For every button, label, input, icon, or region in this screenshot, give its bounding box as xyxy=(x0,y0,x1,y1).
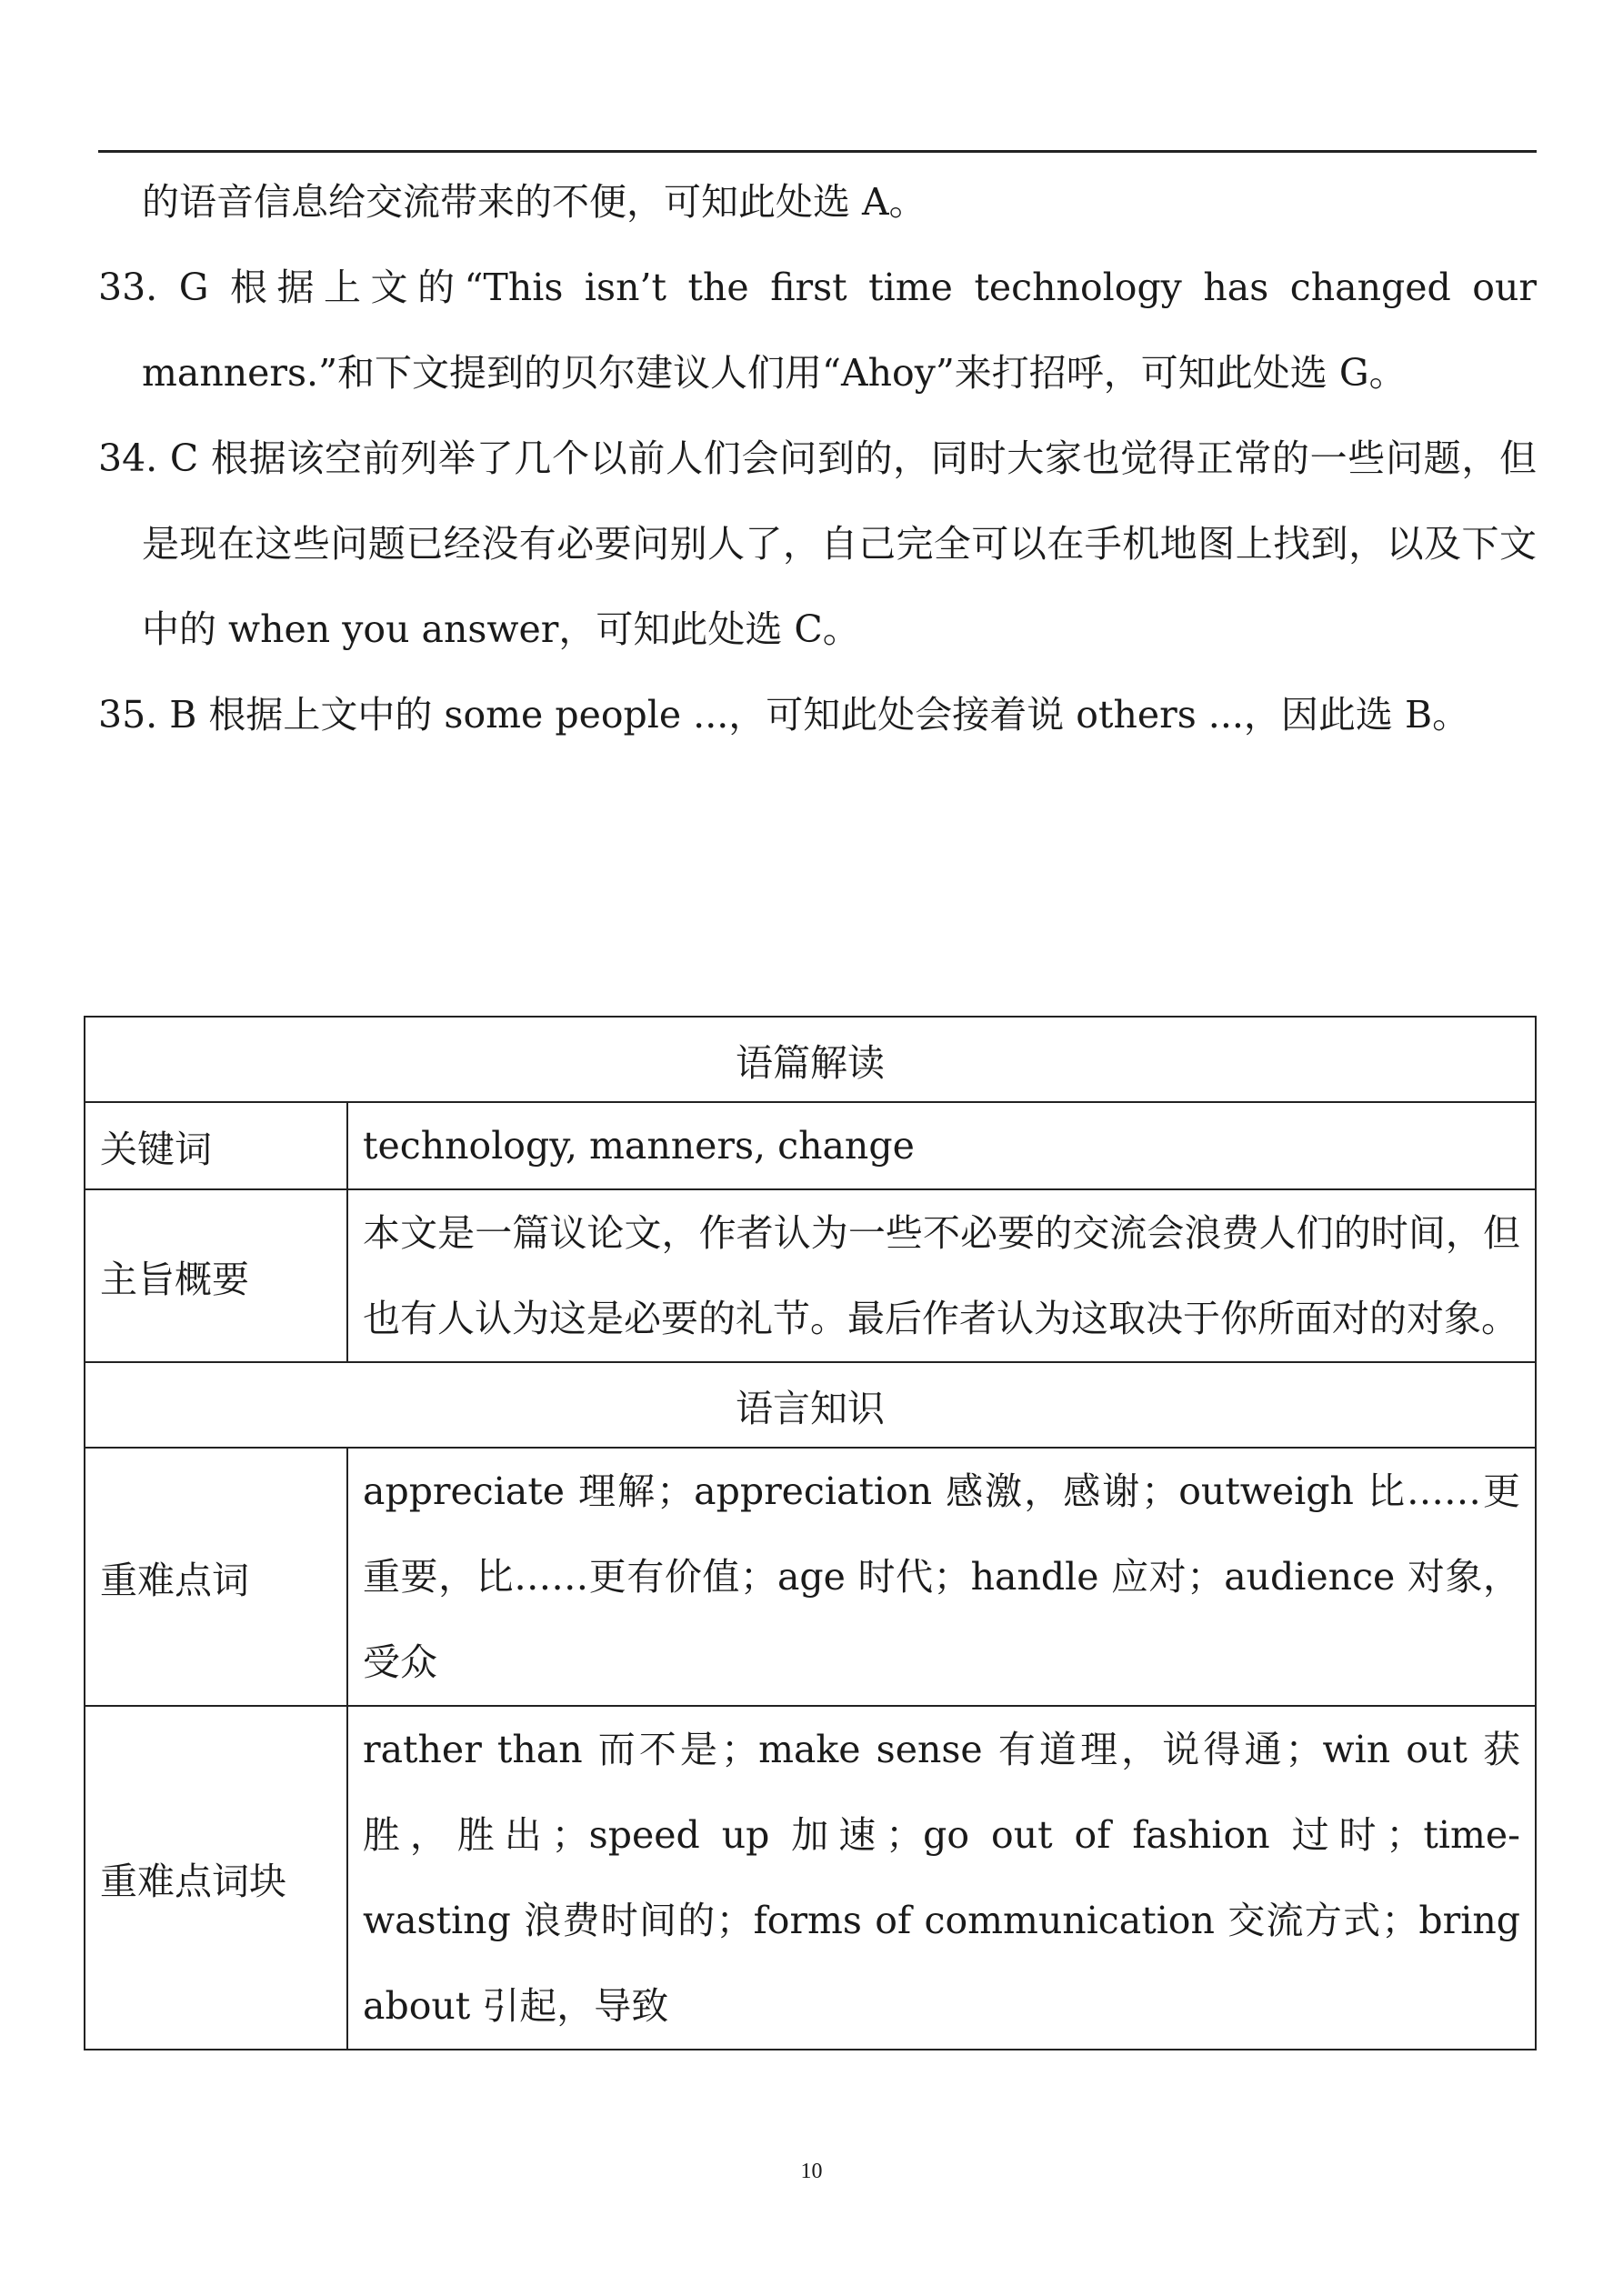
table-row xyxy=(85,1362,1536,1448)
summary-label: 主旨概要 xyxy=(85,1189,347,1362)
key-words-label: 重难点词 xyxy=(85,1448,347,1706)
table-row xyxy=(85,1448,1536,1706)
keywords-value: technology, manners, change xyxy=(347,1102,1536,1189)
answer-explanations xyxy=(98,159,1537,757)
header-rule xyxy=(98,150,1537,153)
key-phrases-value: rather than 而不是；make sense 有道理，说得通；win out 获胜，胜出；speed up 加速；go out of fashion 过时；time-wasting 浪费时间的；forms of communication 交流方式；bring about 引起，导致 xyxy=(347,1706,1536,2050)
answer-continuation: 的语音信息给交流带来的不便，可知此处选 A。 xyxy=(142,180,927,224)
keywords-label: 关键词 xyxy=(85,1102,347,1189)
section-title-language: 语言知识 xyxy=(85,1362,1536,1448)
answer-33: 33. G 根据上文的“This isn’t the first time technology has changed our manners.”和下文提到的贝尔建议人们用“Ahoy”来打招呼，可知此处选 G。 xyxy=(98,266,1537,395)
table-row xyxy=(85,1017,1536,1102)
answer-35: 35. B 根据上文中的 some people ...，可知此处会接着说 others ...，因此选 B。 xyxy=(98,693,1470,737)
table-row xyxy=(85,1706,1536,2050)
page-number: 10 xyxy=(800,2160,823,2183)
table-row xyxy=(85,1189,1536,1362)
table-row xyxy=(85,1102,1536,1189)
section-title-reading: 语篇解读 xyxy=(85,1017,1536,1102)
answer-34: 34. C 根据该空前列举了几个以前人们会问到的，同时大家也觉得正常的一些问题，但是现在这些问题已经没有必要问别人了，自己完全可以在手机地图上找到，以及下文中的 when you answer，可知此处选 C。 xyxy=(98,436,1537,651)
key-words-value: appreciate 理解；appreciation 感激，感谢；outweigh 比……更重要，比……更有价值；age 时代；handle 应对；audience 对象，受众 xyxy=(347,1448,1536,1706)
key-phrases-label: 重难点词块 xyxy=(85,1706,347,2050)
reading-analysis-table xyxy=(84,1016,1537,2050)
summary-value: 本文是一篇议论文，作者认为一些不必要的交流会浪费人们的时间，但也有人认为这是必要的礼节。最后作者认为这取决于你所面对的对象。 xyxy=(347,1189,1536,1362)
